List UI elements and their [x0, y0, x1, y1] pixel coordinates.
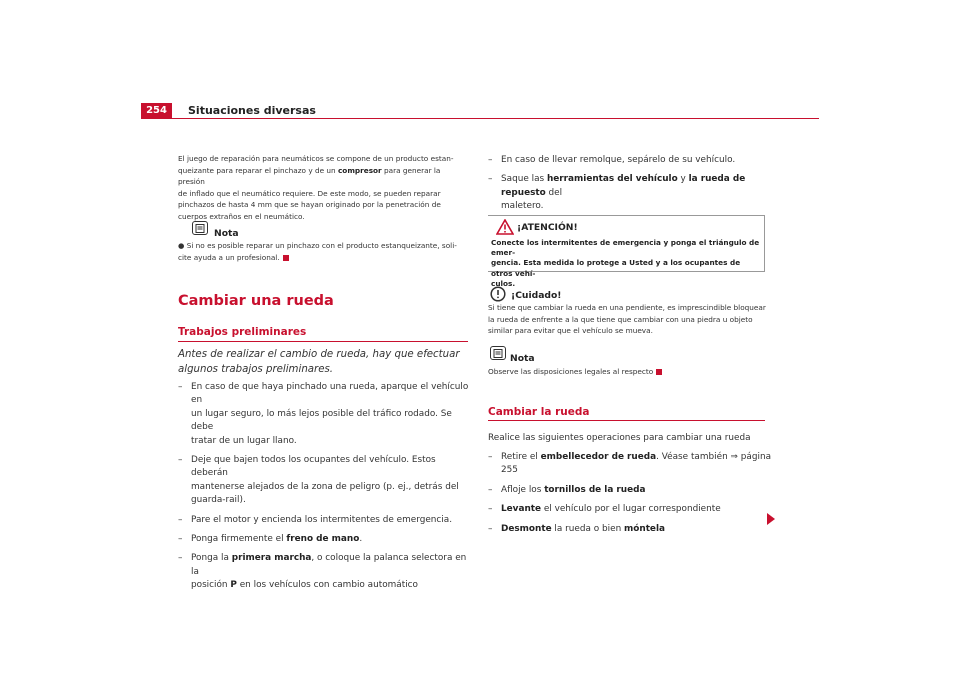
end-mark	[283, 255, 289, 261]
change-steps	[488, 451, 773, 536]
note-title: Nota	[510, 353, 535, 364]
note-icon	[192, 221, 208, 235]
warning-text: Conecte los intermitentes de emergencia y ponga el triángulo de emer- gencia. Esta medida lo protege a Usted y a los ocupantes de otros vehí- culos.	[491, 238, 760, 288]
note-text: ● Si no es posible reparar un pinchazo con el producto estanqueizante, soli- cite ayuda a un profesional.	[178, 241, 457, 262]
list-item: – Saque las herramientas del vehículo y la rueda de repuesto del maletero.	[488, 174, 746, 212]
list-item: – Pare el motor y encienda los intermitentes de emergencia.	[178, 514, 453, 525]
list-item: – Afloje los tornillos de la rueda	[488, 484, 646, 495]
warning-icon	[496, 219, 514, 239]
caution-title: ¡Cuidado!	[511, 290, 562, 301]
subsection-rule	[178, 341, 468, 342]
list-item: – En caso de llevar remolque, sepárelo de su vehículo.	[488, 155, 736, 165]
list-item: – Levante el vehículo por el lugar correspondiente	[488, 504, 721, 515]
list-item: – Ponga firmemente el freno de mano.	[178, 534, 363, 545]
preliminary-steps	[178, 381, 470, 593]
note-title: Nota	[214, 228, 239, 239]
note-icon	[490, 346, 506, 360]
end-mark	[656, 369, 662, 375]
page-number: 254	[141, 103, 172, 118]
bullet: ●	[178, 241, 187, 250]
change-intro: Realice las siguientes operaciones para cambiar una rueda	[488, 433, 751, 443]
subsection-rule	[488, 420, 765, 421]
removal-steps	[488, 154, 773, 214]
running-title: Situaciones diversas	[188, 104, 316, 117]
list-item: – Ponga la primera marcha, o coloque la palanca selectora en la posición P en los vehículos con cambio automático	[178, 553, 467, 591]
warning-title: ¡ATENCIÓN!	[517, 222, 578, 233]
intro-paragraph: El juego de reparación para neumáticos se compone de un producto estan- queizante para reparar el pinchazo y de un compresor para generar la presión de inflado que el neumático requiere. De este modo, se pueden reparar pinchazos de hasta 4 mm que se hayan originado por la penetración de cuerpos extraños en el neumático.	[178, 154, 454, 221]
list-item: – En caso de que haya pinchado una rueda, aparque el vehículo en un lugar seguro, lo más lejos posible del tráfico rodado. Se debe tratar de un lugar llano.	[178, 382, 469, 446]
section-title: Cambiar una rueda	[178, 293, 334, 309]
continue-arrow-icon	[767, 513, 775, 525]
header-rule	[141, 118, 819, 119]
caution-text: Si tiene que cambiar la rueda en una pendiente, es imprescindible bloquear la rueda de enfrente a la que tiene que cambiar con una piedra u objeto similar para evitar que el vehículo se mueva.	[488, 303, 766, 335]
list-item: – Desmonte la rueda o bien móntela	[488, 523, 665, 534]
list-item: – Deje que bajen todos los ocupantes del vehículo. Estos deberán mantenerse alejados de la zona de peligro (p. ej., detrás del guarda-rail).	[178, 455, 459, 506]
subsection-title: Cambiar la rueda	[488, 406, 590, 418]
note-text: Observe las disposiciones legales al respecto	[488, 366, 662, 378]
subsection-title: Trabajos preliminares	[178, 326, 307, 338]
list-item: – Retire el embellecedor de rueda. Véase también ⇒ página 255	[488, 452, 772, 476]
lead-text: Antes de realizar el cambio de rueda, hay que efectuar algunos trabajos preliminares.	[178, 349, 460, 375]
